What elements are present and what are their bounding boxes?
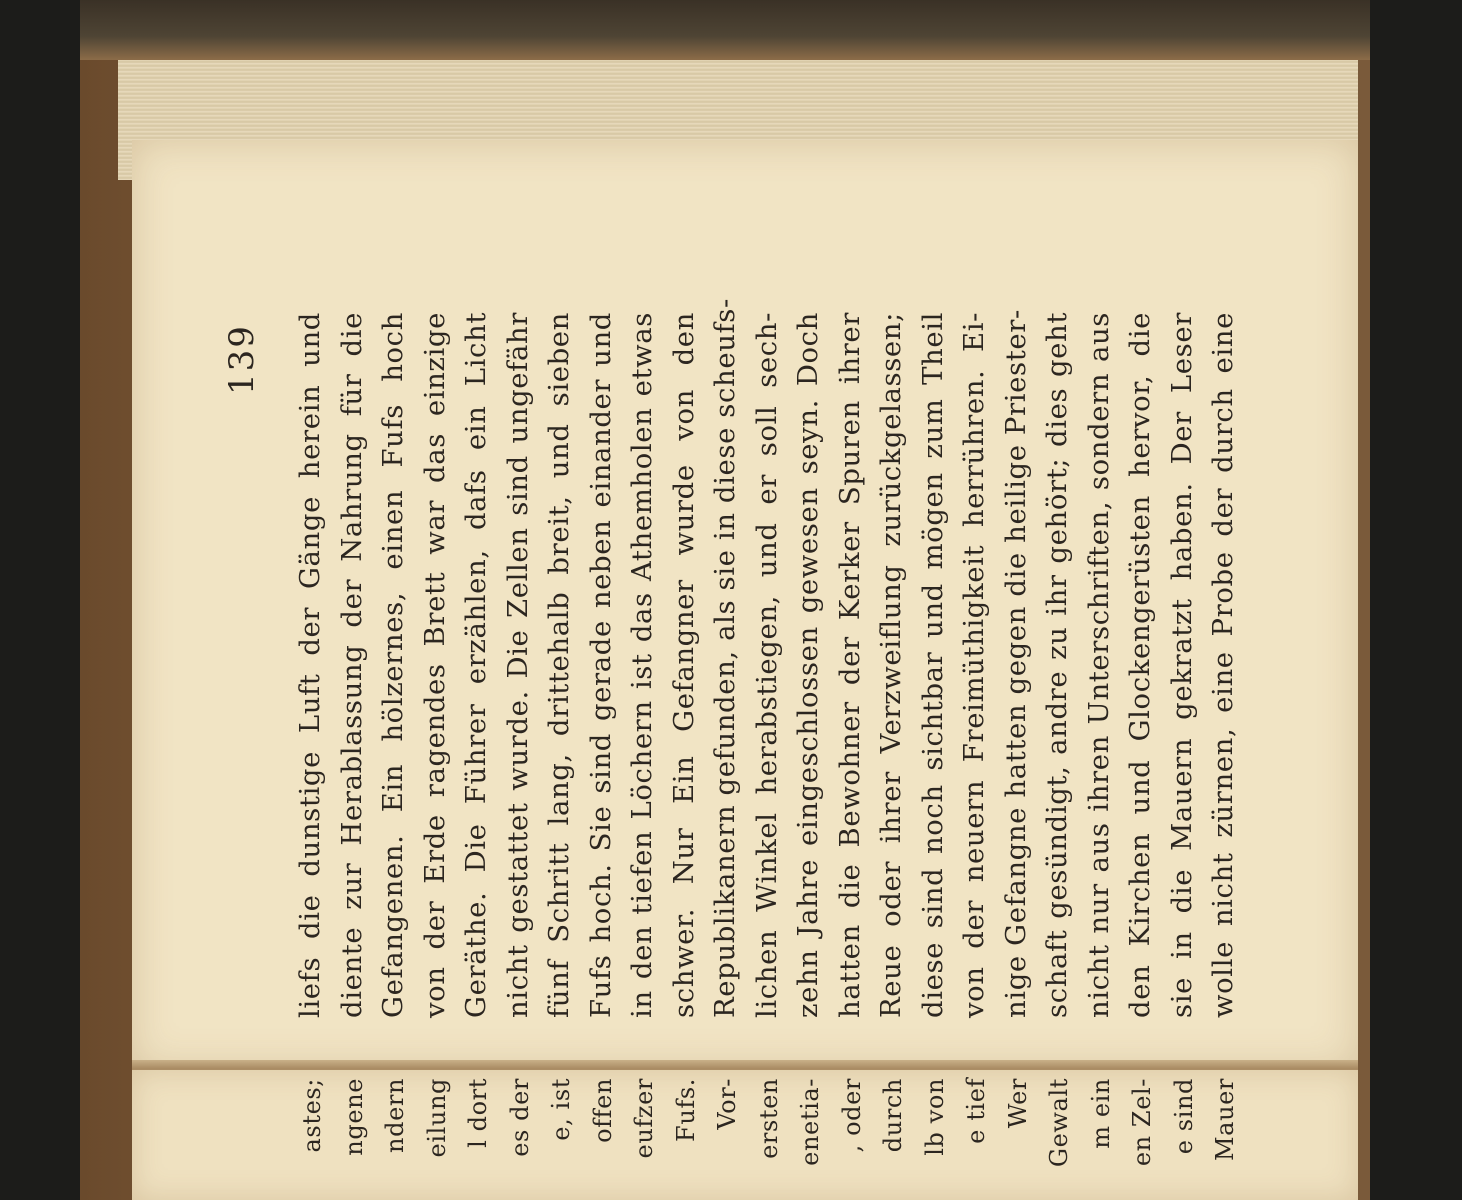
text-line: nicht gestattet wurde. Die Zellen sind ungefähr [501, 312, 534, 1018]
text-fragment: e sind [1169, 1078, 1198, 1155]
text-fragment: astes; [298, 1078, 326, 1153]
text-line: nige Gefangne hatten gegen die heilige Priester- [999, 309, 1032, 1018]
text-line: sie in die Mauern gekratzt haben. Der Leser [1165, 312, 1198, 1018]
text-line: von der Erde ragendes Brett war das einzige [418, 312, 451, 1018]
text-line: zehn Jahre eingeschlossen gewesen seyn. Doch [792, 312, 824, 1018]
text-line: diente zur Herablassung der Nahrung für die [335, 312, 368, 1018]
text-fragment: Fufs. [671, 1078, 700, 1142]
text-fragment: , oder [837, 1078, 866, 1153]
text-line: hatten die Bewohner der Kerker Spuren ihrer [833, 312, 866, 1018]
text-fragment: m ein [1086, 1078, 1115, 1149]
text-fragment: Mauer [1211, 1078, 1239, 1162]
text-fragment: eilung [422, 1078, 451, 1158]
text-line: liefs die dunstige Luft der Gänge herein und [294, 312, 326, 1018]
text-line: von der neuern Freimüthigkeit herrühren. Ei- [958, 312, 990, 1018]
text-fragment: ndern [381, 1078, 409, 1153]
text-line: schwer. Nur Ein Gefangner wurde von den [667, 312, 700, 1018]
text-fragment: enetia- [796, 1078, 824, 1166]
text-fragment: l dort [464, 1078, 492, 1148]
text-fragment: e tief [962, 1078, 990, 1144]
text-fragment: es der [505, 1078, 534, 1157]
text-line: Gefangenen. Ein hölzernes, einen Fufs hoch [377, 312, 409, 1018]
text-line: diese sind noch sichtbar und mögen zum Theil [916, 312, 949, 1018]
text-line: Reue oder ihrer Verzweiflung zurückgelassen; [875, 312, 907, 1018]
left-page-fragments [292, 1078, 1247, 1198]
text-line: fünf Schritt lang, drittehalb breit, und sieben [543, 312, 575, 1018]
text-fragment: lb von [920, 1078, 949, 1156]
text-fragment: eufzer [630, 1078, 658, 1159]
text-line: wolle nicht zürnen, eine Probe der durch eine [1207, 312, 1239, 1018]
book-spine [80, 0, 1370, 60]
text-fragment: Gewalt [1045, 1078, 1073, 1168]
text-line: den Kirchen und Glockengerüsten hervor, die [1124, 312, 1156, 1018]
text-fragment: durch [879, 1078, 907, 1153]
text-line: in den tiefen Löchern ist das Athemholen etwas [626, 312, 658, 1018]
text-fragment: ngene [339, 1078, 368, 1156]
text-line: lichen Winkel herabstiegen, und er soll sech- [750, 312, 783, 1018]
text-line: schaft gesündigt, andre zu ihr gehört; dies geht [1041, 312, 1073, 1018]
text-fragment: en Zel- [1128, 1078, 1156, 1167]
right-page-text [290, 298, 1245, 1018]
text-line: Republikanern gefunden, als sie in diese scheufs- [709, 298, 741, 1018]
text-fragment: Vor- [713, 1078, 741, 1130]
text-fragment: offen [588, 1078, 617, 1143]
text-line: nicht nur aus ihren Unterschriften, sondern aus [1082, 312, 1115, 1018]
text-fragment: Wer [1003, 1078, 1032, 1129]
text-fragment: ersten [754, 1078, 783, 1159]
text-line: Geräthe. Die Führer erzählen, dafs ein Licht [460, 312, 492, 1018]
text-line: Fufs hoch. Sie sind gerade neben einander und [584, 312, 617, 1018]
page-number: 139 [222, 324, 262, 395]
text-fragment: e, ist [547, 1078, 575, 1141]
